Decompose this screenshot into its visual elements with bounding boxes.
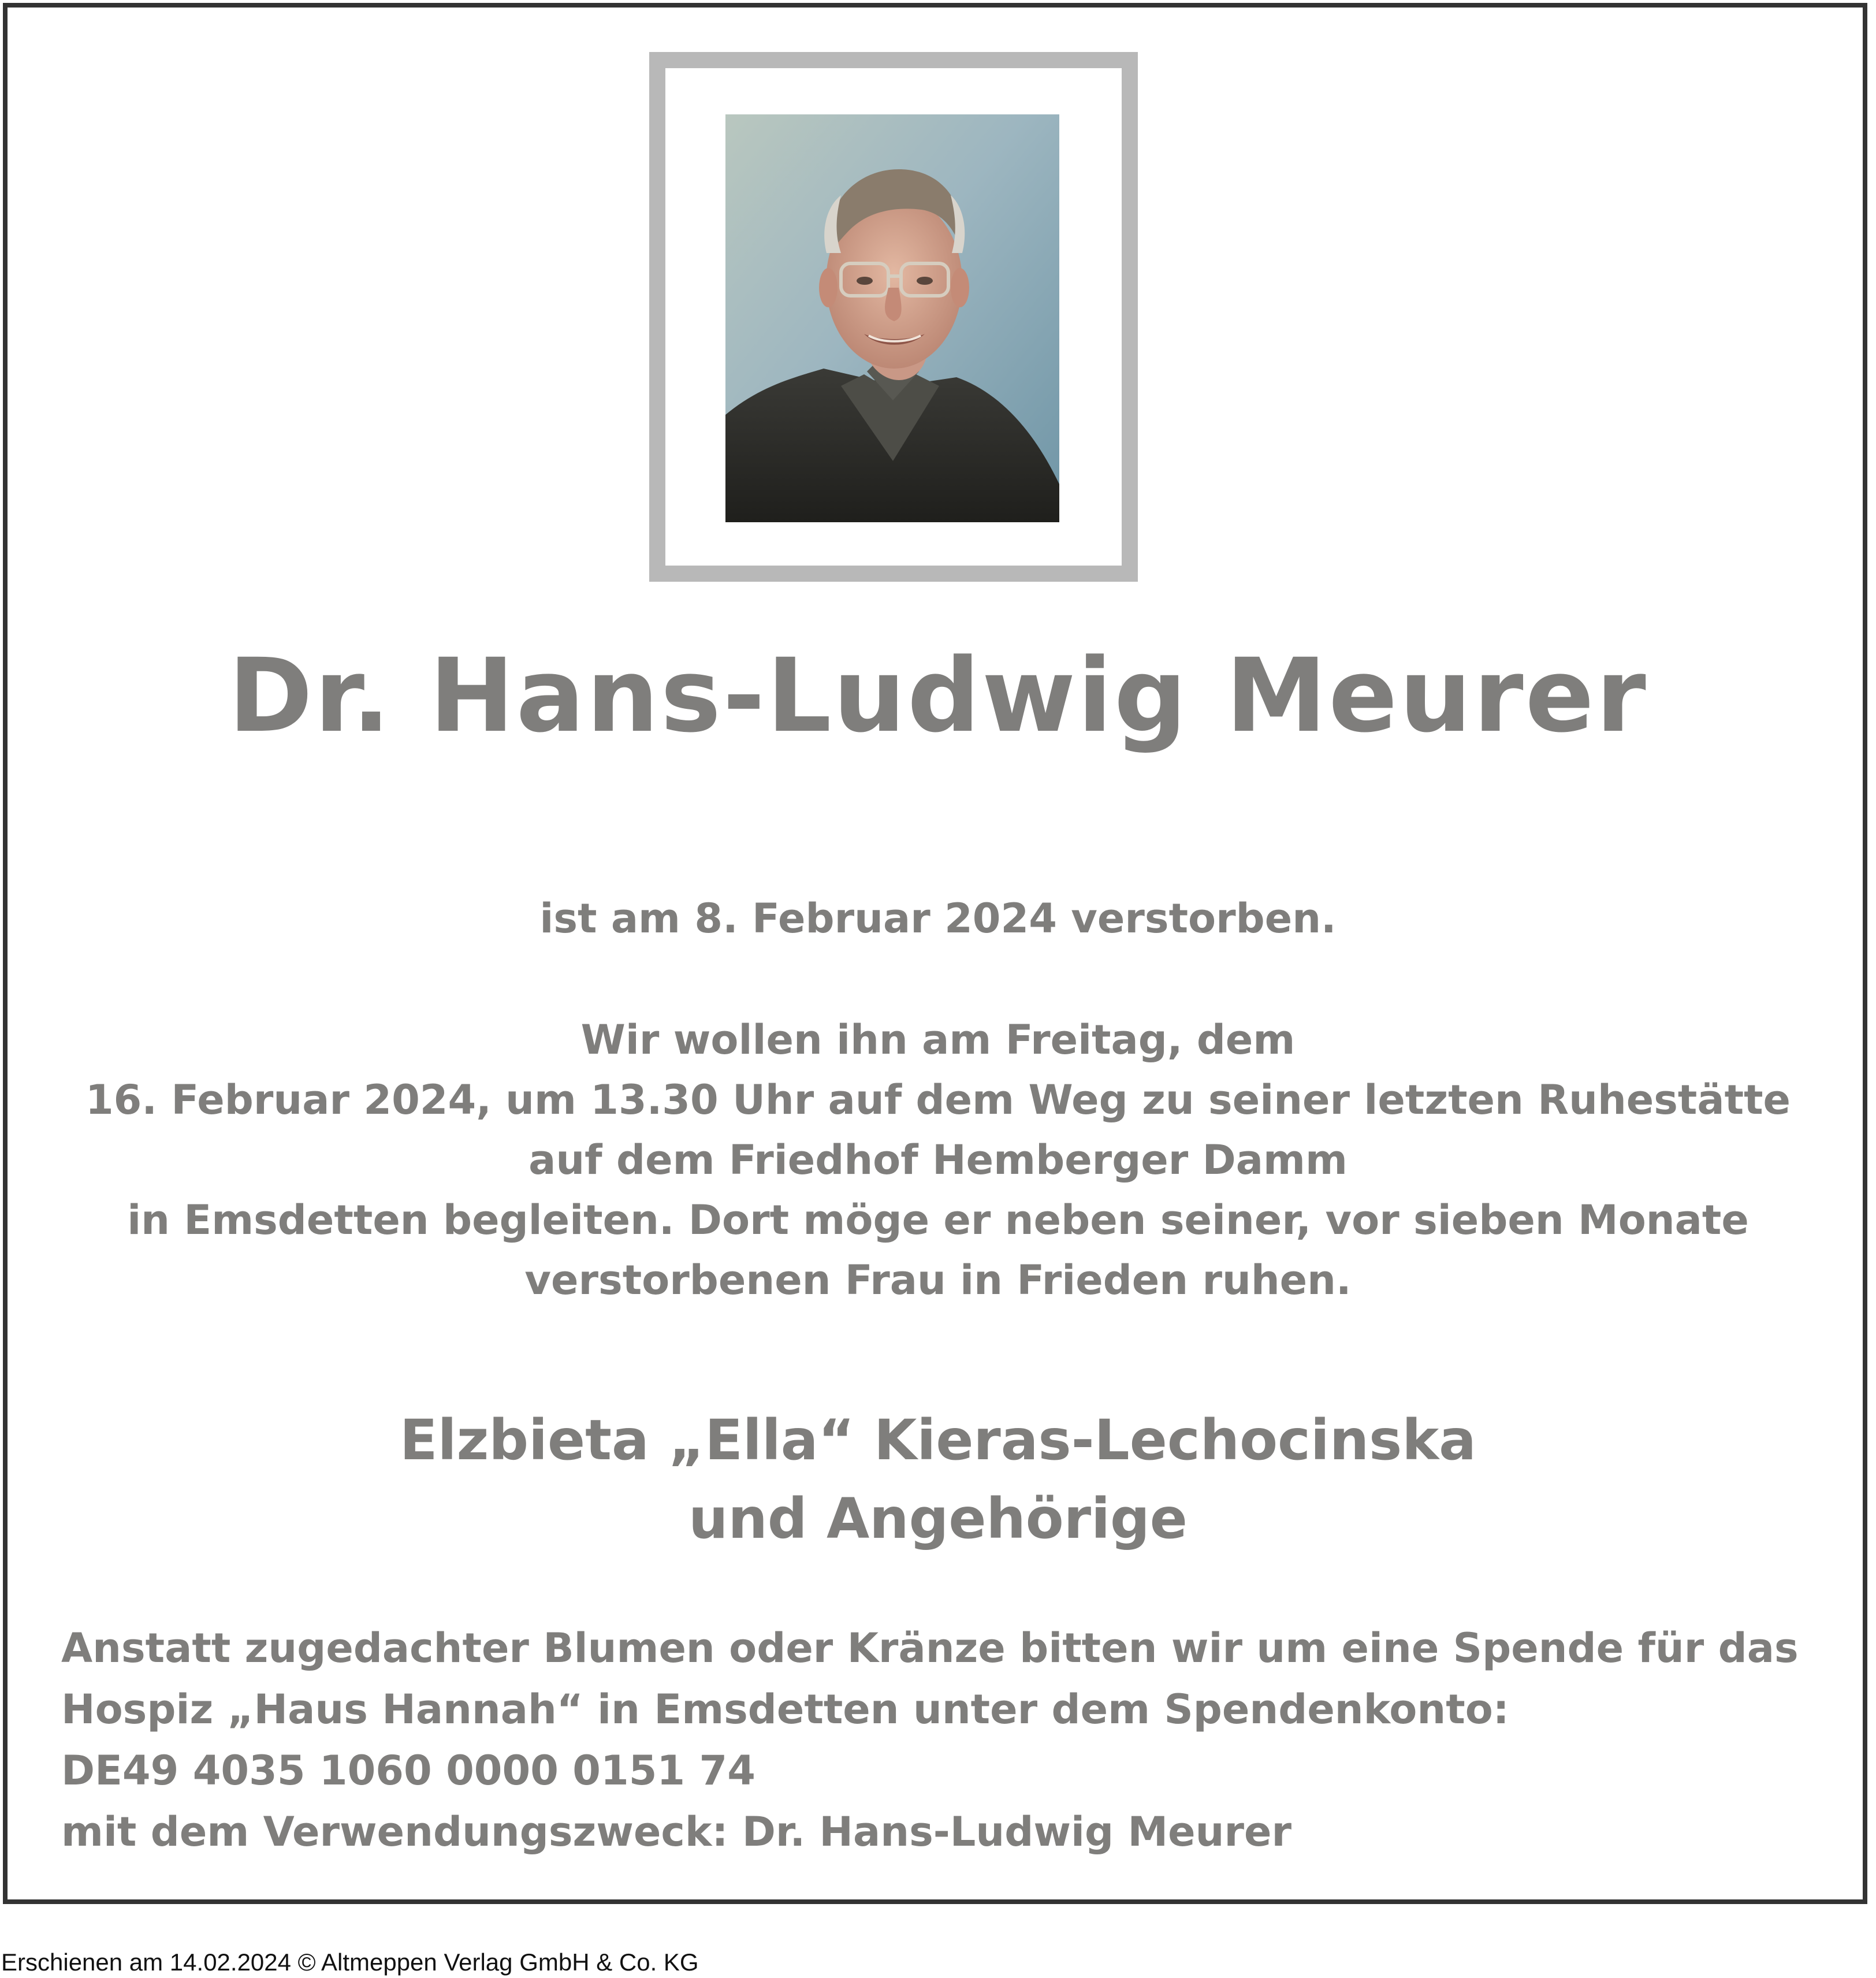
funeral-line: in Emsdetten begleiten. Dort möge er neben seiner, vor sieben Monate [127,1196,1749,1244]
donation-request [61,1618,1852,1862]
deceased-name: Dr. Hans-Ludwig Meurer [228,637,1648,755]
donation-line: Hospiz „Haus Hannah“ in Emsdetten unter dem Spendenkonto: [61,1686,1509,1733]
portrait-photo [725,114,1059,522]
donation-line: Anstatt zugedachter Blumen oder Kränze bitten wir um eine Spende für das [61,1624,1799,1672]
funeral-paragraph [0,1010,1876,1310]
mourner-relatives: und Angehörige [688,1486,1188,1551]
funeral-line: verstorbenen Frau in Frieden ruhen. [524,1256,1352,1304]
death-date-line: ist am 8. Februar 2024 verstorben. [539,895,1337,942]
funeral-line: Wir wollen ihn am Freitag, dem [580,1016,1296,1064]
publication-credit: Erschienen am 14.02.2024 © Altmeppen Verlag GmbH & Co. KG [1,1949,699,1976]
donation-iban: DE49 4035 1060 0000 0151 74 [61,1747,755,1794]
funeral-line: auf dem Friedhof Hemberger Damm [528,1136,1348,1184]
donation-line: mit dem Verwendungszweck: Dr. Hans-Ludwig Meurer [61,1808,1291,1856]
funeral-line: 16. Februar 2024, um 13.30 Uhr auf dem Weg zu seiner letzten Ruhestätte [85,1076,1791,1124]
mourner-name: Elzbieta „Ella“ Kieras-Lechocinska [400,1408,1476,1473]
mourners-signature [0,1401,1876,1558]
